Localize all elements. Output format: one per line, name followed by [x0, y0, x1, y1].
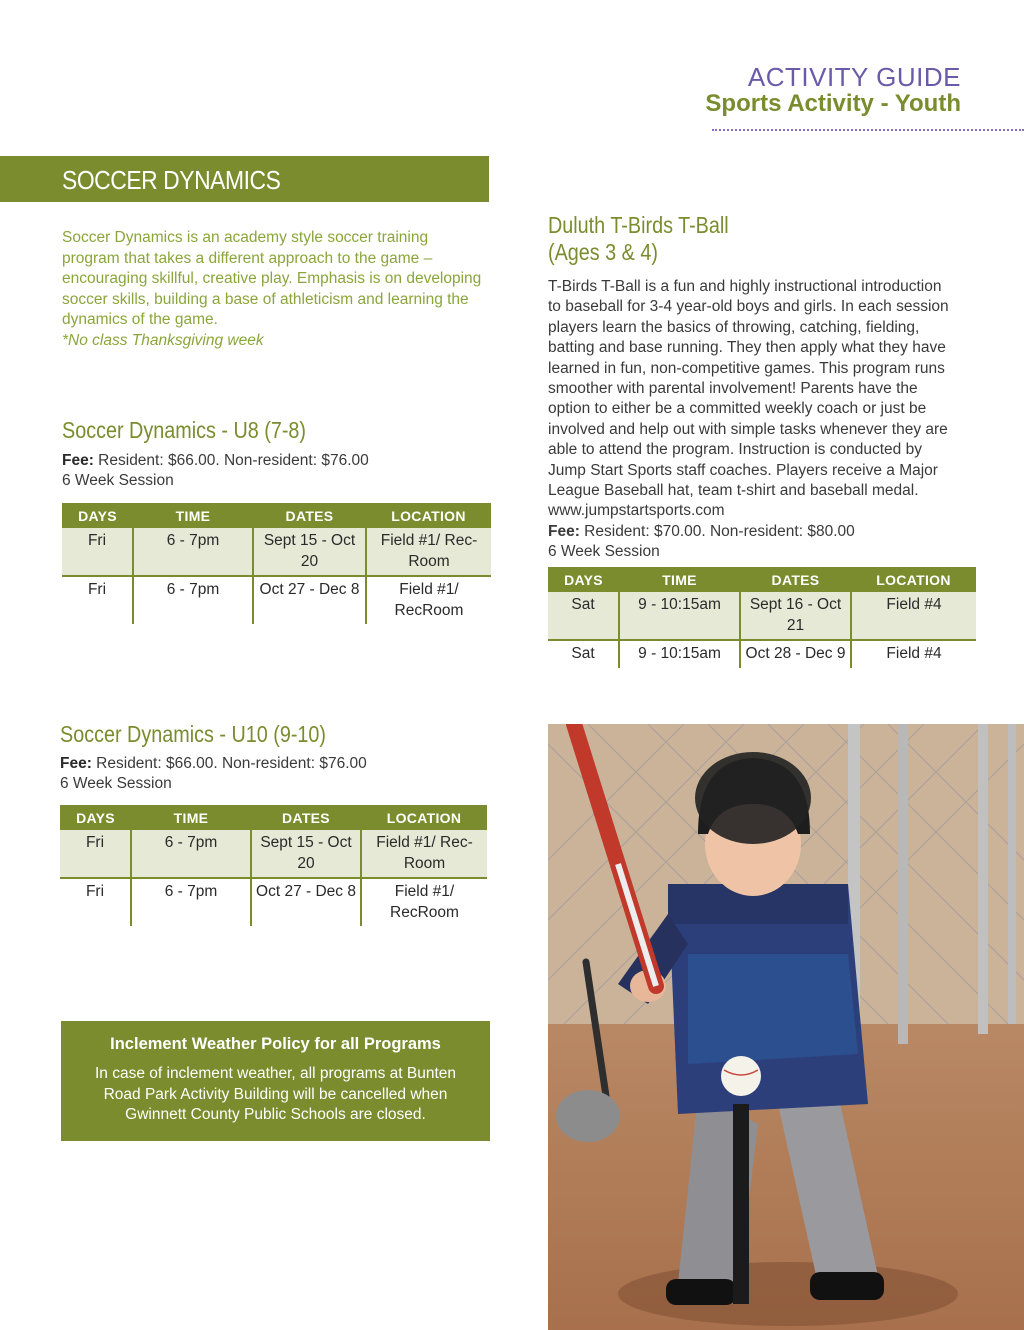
column-header-location: LOCATION — [851, 567, 976, 592]
u8-fee — [62, 451, 369, 472]
soccer-intro-note: *No class Thanksgiving week — [62, 331, 264, 349]
column-header-dates: DATES — [253, 503, 366, 528]
cell-days: Fri — [87, 581, 107, 598]
tball-session: 6 Week Session — [548, 543, 660, 561]
u10-fee-text: Resident: $66.00. Non-resident: $76.00 — [91, 755, 367, 772]
cell-dates: Sept 16 - Oct 21 — [740, 592, 851, 640]
tball-description: T-Birds T-Ball is a fun and highly instructional introduction to baseball for 3-4 year-old boys and girls. In each session players learn the basics of throwing, catching, fielding, batting and base running. They then apply what they have learned in fun, non-competitive games. This program runs smoother with parental involvement! Parents have the option to either be a committed weekly coach or just be involved and help out with simple tasks whenever they are able to attend the program. Instruction is conducted by Jump Start Sports staff coaches. Players receive a Major League Baseball hat, team t-shirt and baseball medal. — [548, 278, 949, 500]
tball-fee — [548, 522, 958, 542]
cell-days: Sat — [571, 645, 595, 662]
cell-days: Sat — [548, 592, 619, 640]
cell-location: Field #1/ RecRoom — [366, 576, 491, 624]
tball-heading — [548, 212, 729, 266]
cell-dates: Sept 15 - Oct 20 — [251, 830, 361, 878]
section-banner — [0, 156, 489, 202]
column-header-time: TIME — [133, 503, 253, 528]
u10-heading: Soccer Dynamics - U10 (9-10) — [60, 721, 327, 747]
cell-location: Field #4 — [851, 592, 976, 640]
cell-dates: Oct 28 - Dec 9 — [740, 640, 851, 668]
cell-location: Field #1/ Rec-Room — [366, 528, 491, 576]
u8-heading: Soccer Dynamics - U8 (7-8) — [62, 417, 307, 443]
u10-session: 6 Week Session — [60, 775, 172, 792]
column-header-time: TIME — [619, 567, 740, 592]
column-header-days: DAYS — [60, 805, 131, 830]
column-header-location: LOCATION — [366, 503, 491, 528]
cell-time: 6 - 7pm — [131, 830, 251, 878]
cell-dates: Oct 27 - Dec 8 — [251, 878, 361, 926]
tball-heading-line2: (Ages 3 & 4) — [548, 239, 658, 265]
column-header-dates: DATES — [251, 805, 361, 830]
cell-dates: Sept 15 - Oct 20 — [253, 528, 366, 576]
guide-title: ACTIVITY GUIDE — [747, 62, 961, 92]
table-row — [62, 576, 491, 624]
weather-policy-title: Inclement Weather Policy for all Programs — [110, 1035, 441, 1053]
header-divider — [712, 129, 1024, 131]
table-row — [60, 878, 487, 926]
column-header-days: DAYS — [62, 503, 133, 528]
cell-dates: Oct 27 - Dec 8 — [253, 576, 366, 624]
column-header-dates: DATES — [740, 567, 851, 592]
u10-fee — [60, 754, 367, 775]
tball-fee-label: Fee: — [548, 522, 580, 540]
cell-time: 6 - 7pm — [133, 576, 253, 624]
cell-time: 9 - 10:15am — [619, 592, 740, 640]
u10-fee-label: Fee: — [60, 755, 92, 772]
weather-policy-box — [61, 1021, 490, 1141]
u8-fee-text: Resident: $66.00. Non-resident: $76.00 — [93, 452, 369, 469]
cell-days: Fri — [60, 830, 131, 878]
tball-schedule-table — [548, 567, 976, 668]
table-header-row — [60, 805, 487, 830]
tball-website-link[interactable]: www.jumpstartsports.com — [548, 502, 725, 520]
banner-title: SOCCER DYNAMICS — [62, 165, 281, 195]
u8-fee-label: Fee: — [62, 452, 94, 469]
cell-days: Fri — [62, 528, 133, 576]
column-header-days: DAYS — [548, 567, 619, 592]
tball-photo — [548, 724, 1024, 1330]
cell-location: Field #1/ Rec-Room — [361, 830, 487, 878]
column-header-time: TIME — [131, 805, 251, 830]
table-row — [548, 640, 976, 668]
table-row — [60, 830, 487, 878]
tball-player-illustration — [548, 724, 1024, 1330]
cell-time: 6 - 7pm — [133, 528, 253, 576]
table-header-row — [62, 503, 491, 528]
guide-subtitle: Sports Activity - Youth — [705, 90, 961, 117]
soccer-intro — [62, 228, 487, 351]
tball-fee-text: Resident: $70.00. Non-resident: $80.00 — [579, 522, 855, 540]
weather-policy-text: In case of inclement weather, all programs at Bunten Road Park Activity Building will be cancelled when Gwinnett County Public Schools are closed. — [94, 1065, 456, 1123]
cell-location: Field #4 — [851, 640, 976, 668]
tball-description-block — [548, 277, 958, 563]
cell-time: 9 - 10:15am — [619, 640, 740, 668]
table-row — [62, 528, 491, 576]
table-row — [548, 592, 976, 640]
column-header-location: LOCATION — [361, 805, 487, 830]
u8-session: 6 Week Session — [62, 472, 174, 489]
tball-heading-line1: Duluth T-Birds T-Ball — [548, 212, 729, 238]
cell-location: Field #1/ RecRoom — [361, 878, 487, 926]
cell-time: 6 - 7pm — [131, 878, 251, 926]
soccer-intro-text: Soccer Dynamics is an academy style soccer training program that takes a different approach to the game – encouraging skillful, creative play. Emphasis is on developing soccer skills, building a base of athleticism and learning the dynamics of the game. — [62, 229, 482, 328]
u8-schedule-table — [62, 503, 491, 624]
u10-schedule-table — [60, 805, 487, 926]
cell-days: Fri — [85, 883, 105, 900]
table-header-row — [548, 567, 976, 592]
